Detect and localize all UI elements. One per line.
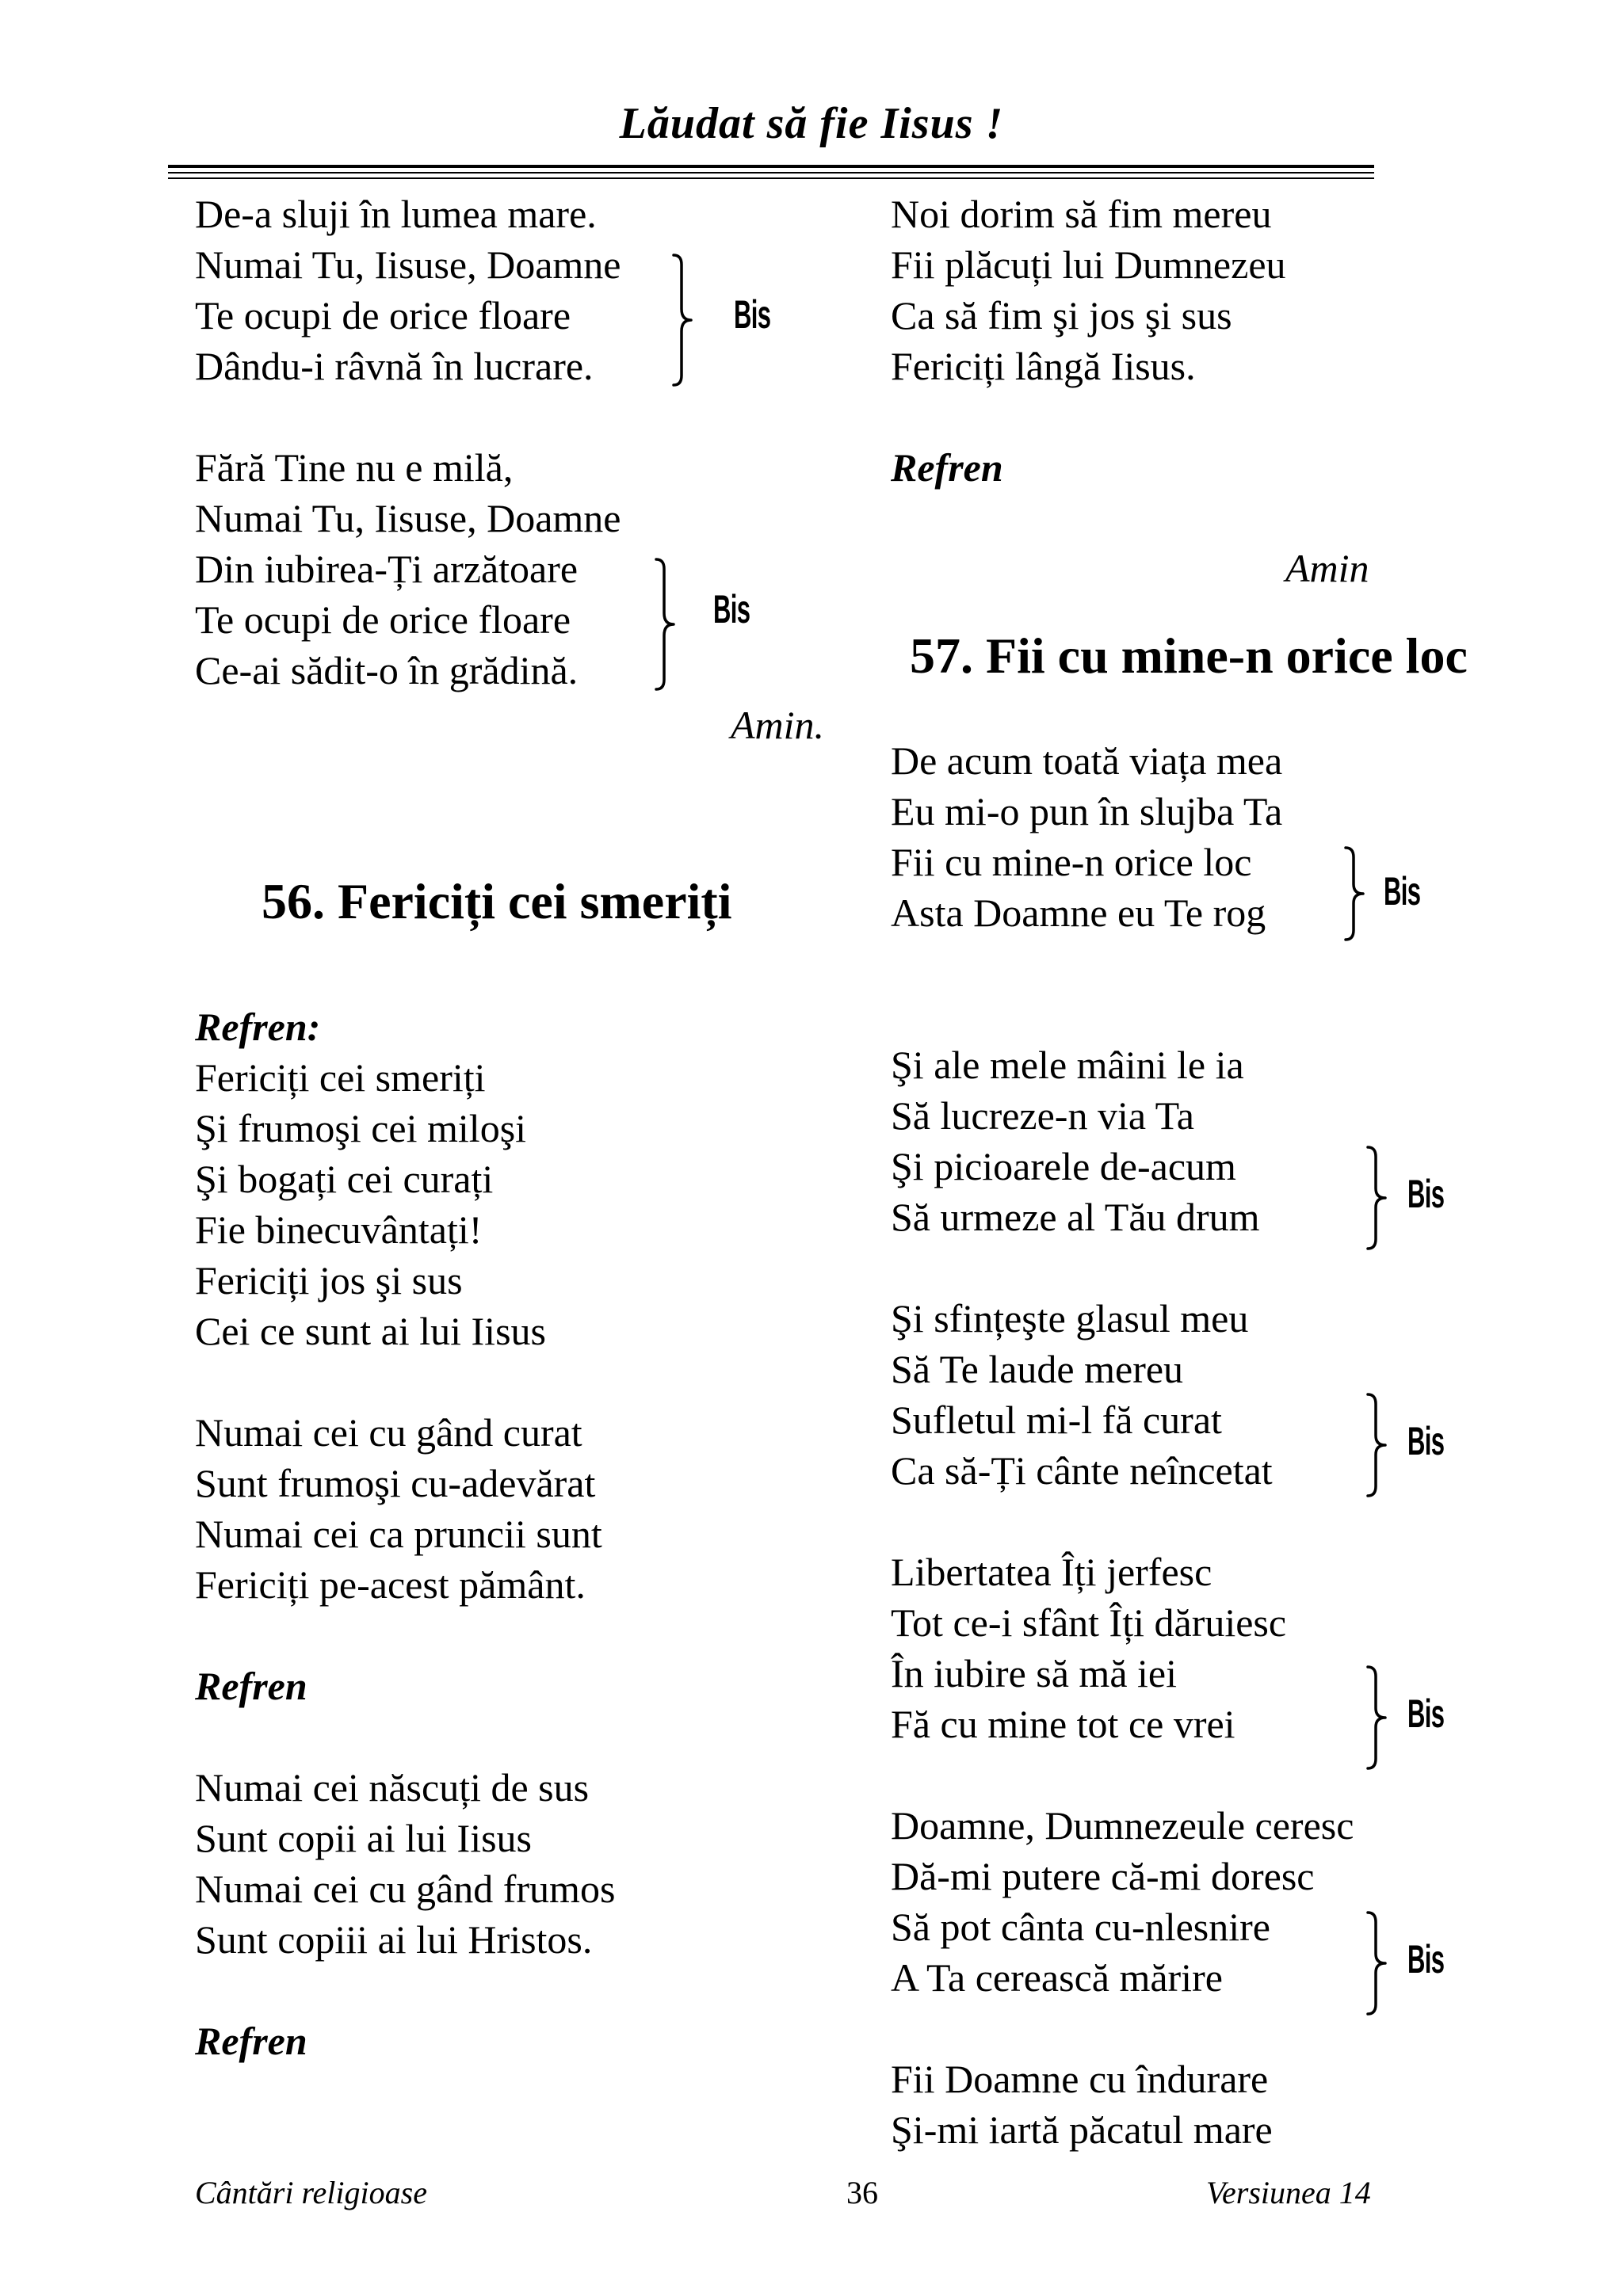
refrain-ref: Refren	[195, 1664, 307, 1708]
bis-brace	[1366, 1391, 1395, 1499]
verse-line: Şi sfințeşte glasul meu	[891, 1296, 1249, 1341]
verse-line: Fericiți lângă Iisus.	[891, 344, 1196, 388]
header-rule-thick	[168, 165, 1374, 168]
verse-line: Numai cei născuți de sus	[195, 1765, 590, 1810]
bis-brace	[1366, 1144, 1395, 1252]
verse-line: Fie binecuvântați!	[195, 1207, 483, 1252]
page-header-title: Lăudat să fie Iisus !	[619, 99, 1004, 148]
bis-label: Bis	[1407, 1419, 1445, 1463]
refrain-ref: Refren	[195, 2019, 307, 2063]
verse-line: Fericiți cei smeriți	[195, 1055, 486, 1100]
verse-line: Şi frumoşi cei miloşi	[195, 1106, 527, 1150]
bis-label: Bis	[734, 292, 771, 337]
song-57-title: 57. Fii cu mine-n orice loc	[910, 627, 1468, 684]
verse-line: Eu mi-o pun în slujba Ta	[891, 789, 1283, 833]
verse-line: Numai Tu, Iisuse, Doamne	[195, 496, 621, 540]
bis-label: Bis	[713, 587, 750, 631]
verse-line: Numai cei cu gând frumos	[195, 1867, 616, 1911]
verse-line: Şi bogați cei curați	[195, 1157, 494, 1201]
verse-line: Sunt copii ai lui Iisus	[195, 1816, 532, 1860]
verse-line: Numai Tu, Iisuse, Doamne	[195, 242, 621, 287]
verse-line: Să lucreze-n via Ta	[891, 1093, 1194, 1138]
refrain-ref: Refren	[891, 445, 1003, 490]
amin-text: Amin.	[731, 703, 825, 747]
verse-line: Noi dorim să fim mereu	[891, 192, 1272, 236]
verse-line: Te ocupi de orice floare	[195, 293, 571, 338]
bis-label: Bis	[1384, 869, 1421, 913]
right-refrain-ref	[891, 442, 1003, 493]
verse-line: Asta Doamne eu Te rog	[891, 891, 1266, 935]
verse-line: Fericiți jos şi sus	[195, 1258, 463, 1302]
page-number: 36	[846, 2175, 878, 2210]
verse-line: Libertatea Îți jerfesc	[891, 1550, 1212, 1594]
right-stanza-a	[891, 189, 1286, 391]
header-rule-thin	[168, 172, 1374, 174]
footer-version: Versiunea 14	[1206, 2175, 1371, 2210]
verse-line: Dându-i râvnă în lucrare.	[195, 344, 594, 388]
verse-line: Dă-mi putere că-mi doresc	[891, 1854, 1315, 1898]
song-57-stanza-4	[891, 1547, 1286, 1749]
verse-line: A Ta cerească mărire	[891, 1955, 1223, 2000]
verse-line: Sunt copiii ai lui Hristos.	[195, 1917, 593, 1962]
bis-label: Bis	[1407, 1691, 1445, 1736]
left-stanza-b	[195, 442, 621, 696]
verse-line: Să Te laude mereu	[891, 1347, 1184, 1391]
footer-book-title: Cântări religioase	[195, 2175, 427, 2210]
song-56-stanza-2	[195, 1762, 615, 1965]
song-56-stanza-1	[195, 1407, 602, 1610]
song-56-refrain-ref-2	[195, 2016, 307, 2066]
verse-line: Ca să fim şi jos şi sus	[891, 293, 1232, 338]
verse-line: Cei ce sunt ai lui Iisus	[195, 1309, 546, 1353]
verse-line: Fără Tine nu e milă,	[195, 445, 514, 490]
verse-line: Fă cu mine tot ce vrei	[891, 1702, 1235, 1746]
song-56-refrain	[195, 1001, 546, 1356]
amin-text: Amin	[1285, 546, 1369, 590]
verse-line: Numai cei cu gând curat	[195, 1410, 582, 1455]
verse-line: Numai cei ca pruncii sunt	[195, 1512, 602, 1556]
verse-line: Tot ce-i sfânt Îți dăruiesc	[891, 1600, 1287, 1645]
verse-line: Şi-mi iartă păcatul mare	[891, 2107, 1273, 2152]
bis-brace	[1366, 1909, 1395, 2017]
verse-line: Şi ale mele mâini le ia	[891, 1043, 1244, 1087]
header-rule-thin-2	[168, 177, 1374, 179]
song-57-stanza-5	[891, 1800, 1354, 2003]
bis-label: Bis	[1407, 1937, 1445, 1981]
bis-label: Bis	[1407, 1172, 1445, 1216]
verse-line: Şi picioarele de-acum	[891, 1144, 1236, 1188]
verse-line: Ca să-Ți cânte neîncetat	[891, 1448, 1273, 1493]
verse-line: Din iubirea-Ți arzătoare	[195, 547, 579, 591]
verse-line: În iubire să mă iei	[891, 1651, 1177, 1695]
bis-brace	[1366, 1664, 1395, 1772]
song-57-stanza-2	[891, 1039, 1260, 1242]
verse-line: Fericiți pe-acest pământ.	[195, 1562, 586, 1607]
bis-brace	[655, 556, 683, 692]
song-57-stanza-6	[891, 2054, 1273, 2155]
verse-line: Să urmeze al Tău drum	[891, 1195, 1260, 1239]
verse-line: Sunt frumoşi cu-adevărat	[195, 1461, 596, 1505]
verse-line: Sufletul mi-l fă curat	[891, 1398, 1222, 1442]
song-57-stanza-1	[891, 735, 1282, 938]
verse-line: De-a sluji în lumea mare.	[195, 192, 597, 236]
left-stanza-a	[195, 189, 621, 391]
song-56-title: 56. Fericiți cei smeriți	[262, 873, 732, 929]
bis-brace	[1344, 845, 1373, 943]
verse-line: Fii plăcuți lui Dumnezeu	[891, 242, 1286, 287]
refrain-label: Refren:	[195, 1005, 321, 1049]
verse-line: Fii Doamne cu îndurare	[891, 2057, 1269, 2101]
verse-line: Te ocupi de orice floare	[195, 597, 571, 642]
song-56-refrain-ref-1	[195, 1661, 307, 1711]
verse-line: De acum toată viața mea	[891, 738, 1283, 783]
song-57-stanza-3	[891, 1293, 1273, 1496]
verse-line: Doamne, Dumnezeule ceresc	[891, 1803, 1354, 1848]
verse-line: Ce-ai sădit-o în grădină.	[195, 648, 579, 692]
bis-brace	[672, 252, 701, 388]
verse-line: Să pot cânta cu-nlesnire	[891, 1905, 1270, 1949]
verse-line: Fii cu mine-n orice loc	[891, 840, 1252, 884]
